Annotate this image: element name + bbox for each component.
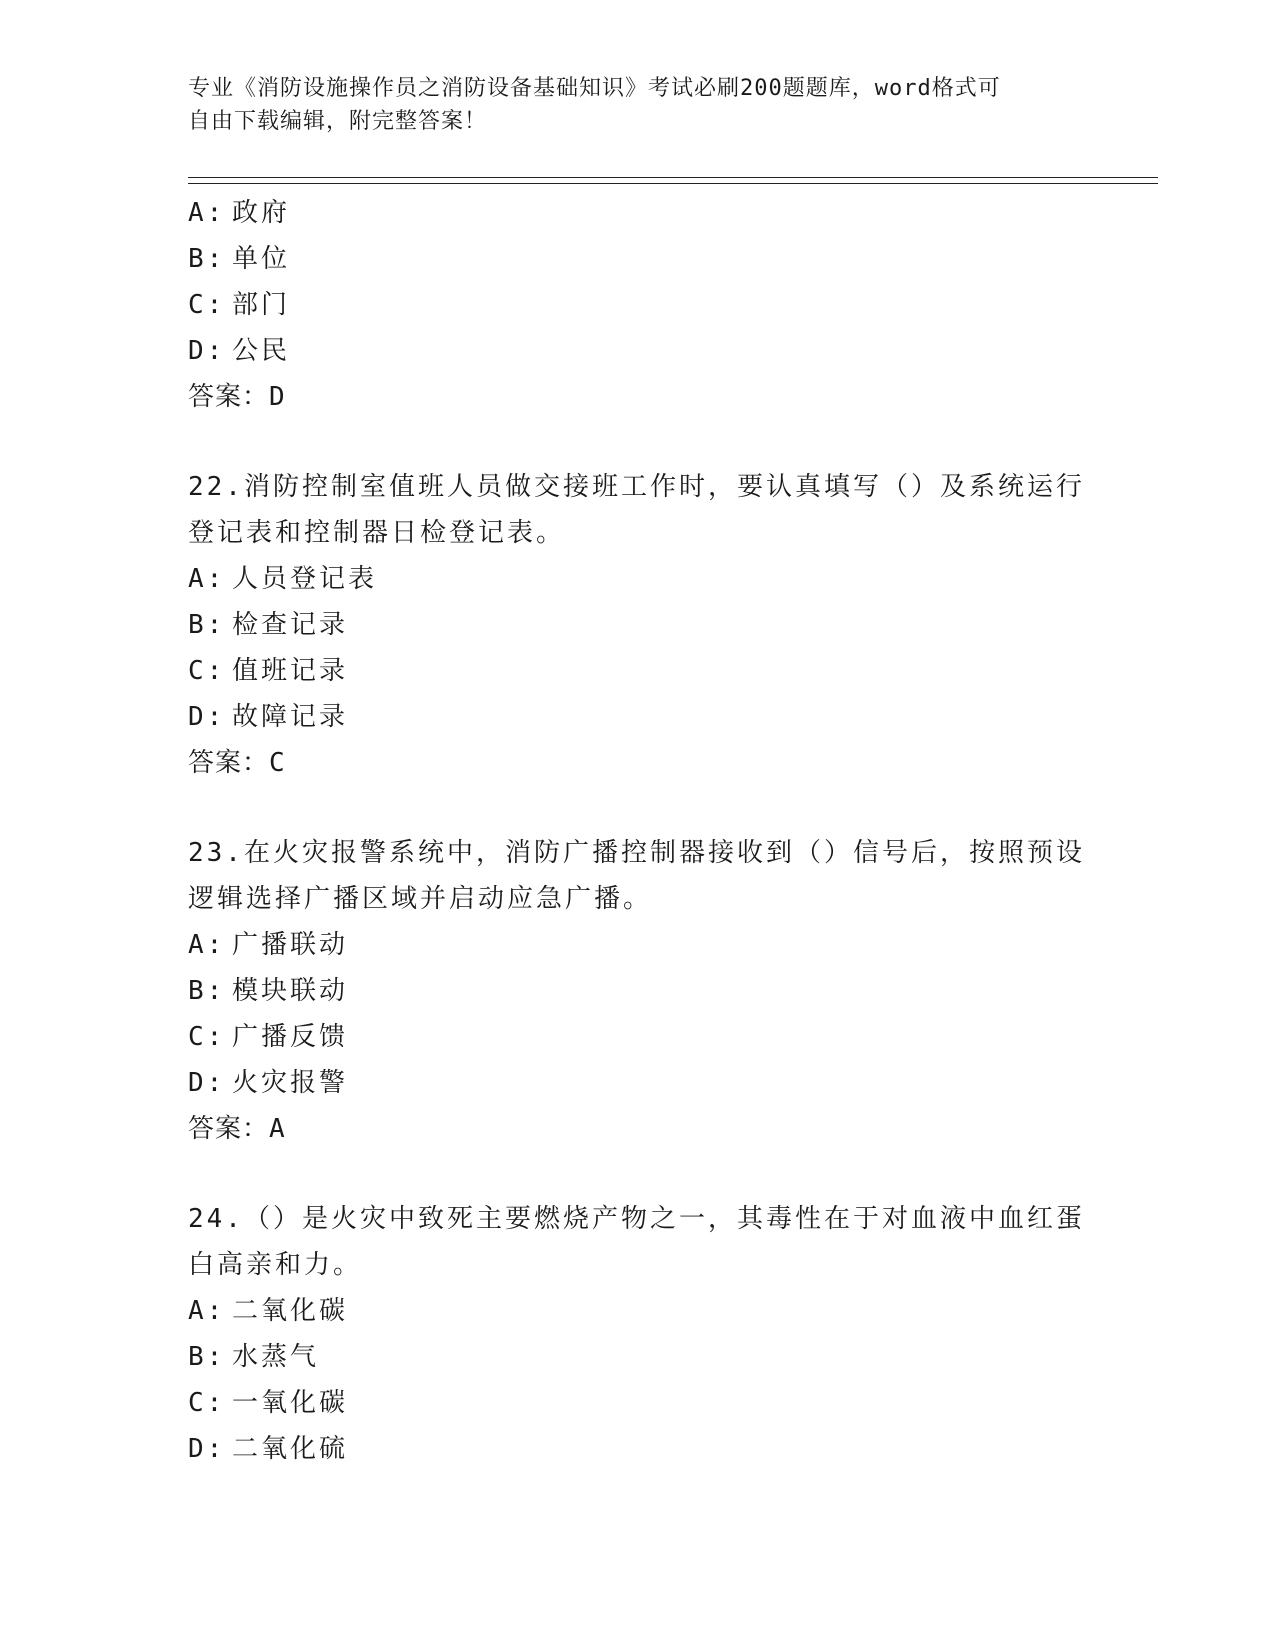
option-text: 政府 xyxy=(232,198,291,228)
option-a xyxy=(188,190,1088,236)
option-letter: C: xyxy=(188,290,226,320)
header-divider xyxy=(188,177,1158,184)
option-text: 广播反馈 xyxy=(232,1022,349,1052)
option-b xyxy=(188,968,1088,1014)
option-text: 二氧化碳 xyxy=(232,1296,349,1326)
option-letter: C: xyxy=(188,656,226,686)
option-text: 广播联动 xyxy=(232,930,349,960)
question-21-continued xyxy=(188,190,1088,420)
option-a xyxy=(188,922,1088,968)
question-stem-line-1: 22.消防控制室值班人员做交接班工作时，要认真填写（）及系统运行 xyxy=(188,472,1085,502)
answer-line: 答案：A xyxy=(188,1114,286,1144)
question-stem xyxy=(188,830,1088,922)
option-letter: D: xyxy=(188,1068,226,1098)
option-text: 故障记录 xyxy=(232,702,349,732)
option-letter: B: xyxy=(188,244,226,274)
option-letter: A: xyxy=(188,1296,226,1326)
option-text: 单位 xyxy=(232,244,291,274)
option-a xyxy=(188,1288,1088,1334)
option-b xyxy=(188,1334,1088,1380)
option-a xyxy=(188,556,1088,602)
question-23 xyxy=(188,830,1088,1152)
option-b xyxy=(188,236,1088,282)
question-stem-line-2: 登记表和控制器日检登记表。 xyxy=(188,518,566,548)
option-text: 水蒸气 xyxy=(232,1342,320,1372)
option-letter: D: xyxy=(188,336,226,366)
option-letter: D: xyxy=(188,1434,226,1464)
option-text: 人员登记表 xyxy=(232,564,378,594)
option-c xyxy=(188,1014,1088,1060)
question-22 xyxy=(188,464,1088,786)
option-text: 检查记录 xyxy=(232,610,349,640)
option-letter: B: xyxy=(188,976,226,1006)
question-stem-line-1: 24.（）是火灾中致死主要燃烧产物之一，其毒性在于对血液中血红蛋 xyxy=(188,1204,1085,1234)
option-c xyxy=(188,1380,1088,1426)
option-letter: B: xyxy=(188,1342,226,1372)
option-letter: C: xyxy=(188,1022,226,1052)
header-line-1: 专业《消防设施操作员之消防设备基础知识》考试必刷200题题库，word格式可 xyxy=(188,76,1001,101)
answer-line: 答案：C xyxy=(188,748,286,778)
option-letter: A: xyxy=(188,198,226,228)
option-text: 一氧化碳 xyxy=(232,1388,349,1418)
option-d xyxy=(188,328,1088,374)
option-letter: A: xyxy=(188,564,226,594)
option-d xyxy=(188,1060,1088,1106)
question-24 xyxy=(188,1196,1088,1472)
answer-line: 答案：D xyxy=(188,382,286,412)
document-body xyxy=(188,190,1088,1472)
document-header xyxy=(188,72,1068,138)
header-line-2: 自由下载编辑，附完整答案！ xyxy=(188,109,488,134)
question-stem-line-2: 白高亲和力。 xyxy=(188,1250,363,1280)
question-stem xyxy=(188,1196,1088,1288)
option-letter: C: xyxy=(188,1388,226,1418)
option-text: 二氧化硫 xyxy=(232,1434,349,1464)
question-stem-line-2: 逻辑选择广播区域并启动应急广播。 xyxy=(188,884,653,914)
question-stem-line-1: 23.在火灾报警系统中，消防广播控制器接收到（）信号后，按照预设 xyxy=(188,838,1085,868)
option-letter: B: xyxy=(188,610,226,640)
option-text: 公民 xyxy=(232,336,291,366)
option-text: 值班记录 xyxy=(232,656,349,686)
option-d xyxy=(188,694,1088,740)
option-text: 火灾报警 xyxy=(232,1068,349,1098)
option-b xyxy=(188,602,1088,648)
option-c xyxy=(188,282,1088,328)
option-letter: A: xyxy=(188,930,226,960)
question-stem xyxy=(188,464,1088,556)
option-text: 部门 xyxy=(232,290,291,320)
option-text: 模块联动 xyxy=(232,976,349,1006)
option-letter: D: xyxy=(188,702,226,732)
option-c xyxy=(188,648,1088,694)
option-d xyxy=(188,1426,1088,1472)
